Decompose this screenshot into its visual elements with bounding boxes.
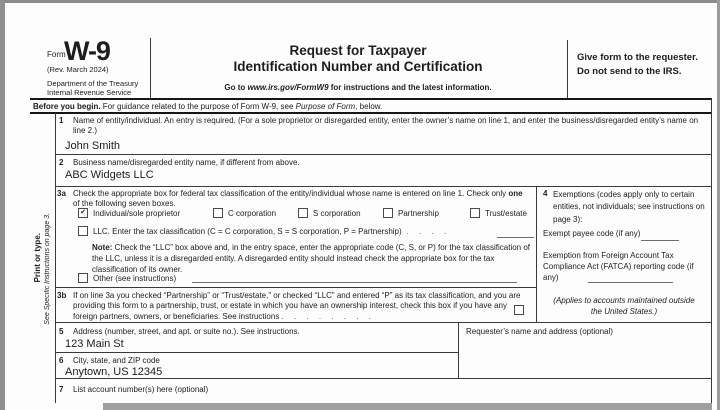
checkbox-trust-estate[interactable] xyxy=(470,208,527,218)
line6-label: City, state, and ZIP code xyxy=(73,356,160,365)
other-label: Other (see instructions) xyxy=(93,273,177,283)
checkbox-foreign-partners[interactable] xyxy=(514,305,524,315)
checkbox-trust-estate-box[interactable] xyxy=(470,208,480,218)
form-agency: Internal Revenue Service xyxy=(47,88,132,97)
line5-label: Address (number, street, and apt. or suite no.). See instructions. xyxy=(73,327,300,336)
line3b-text: If on line 3a you checked “Partnership” or “Trust/estate,” or checked “LLC” and entered “P” as its tax classification, and you are providing this form to a partnership, trust, or estate in which you have an ownership interest, check this box if you have any foreign partners, owners, or beneficiaries. See instructions xyxy=(73,291,521,321)
row-border-2 xyxy=(55,186,711,187)
goto-suffix: for instructions and the latest information. xyxy=(328,83,492,92)
checkbox-s-corp-box[interactable] xyxy=(298,208,308,218)
form-revision: (Rev. March 2024) xyxy=(47,65,109,74)
frame-top-edge xyxy=(0,0,720,3)
line1-label: Name of entity/individual. An entry is required. (For a sole proprietor or disregarded entity, enter the owner’s name on line 1, and enter the business/disregarded entity’s name on line 2.) xyxy=(73,116,699,135)
line2-number: 2 xyxy=(59,158,64,167)
checkbox-other-box[interactable] xyxy=(78,273,88,283)
line5-number: 5 xyxy=(59,327,64,336)
goto-url: www.irs.gov/FormW9 xyxy=(247,83,329,92)
llc-note-text: Check the “LLC” box above and, in the entry space, enter the appropriate code (C, S, or P) for the tax classification of the LLC, unless it is a disregarded entity. A disregarded entity should instead check the appropriate box for the tax classification of its owner. xyxy=(92,243,531,275)
requester-box-divider xyxy=(458,322,459,378)
before-you-begin-bold: Before you begin. xyxy=(33,102,101,111)
llc-classification-entry-blank[interactable] xyxy=(497,237,534,238)
line3b-label xyxy=(73,291,521,322)
exempt-payee-code-blank[interactable] xyxy=(641,240,679,241)
line6-city-state-zip-value[interactable]: Anytown, US 12345 xyxy=(65,366,163,378)
applies-outside-us-note: (Applies to accounts maintained outside the United States.) xyxy=(553,296,695,316)
before-begin-bottom-rule xyxy=(30,112,712,114)
checkbox-llc-row[interactable] xyxy=(78,226,450,236)
field4-number: 4 xyxy=(543,189,548,198)
form-number: W-9 xyxy=(64,36,110,66)
form-department: Department of the Treasury xyxy=(47,79,139,88)
exempt-payee-label: Exempt payee code (if any) xyxy=(543,229,641,238)
row-border-1 xyxy=(55,154,711,155)
line3a-label xyxy=(73,189,529,208)
give-to-requester-box: Give form to the requester. Do not send to the IRS. xyxy=(577,52,698,77)
requester-name-address-label: Requester’s name and address (optional) xyxy=(466,327,613,336)
checkbox-s-corporation[interactable] xyxy=(298,208,361,218)
checkbox-s-corp-label: S corporation xyxy=(313,208,361,218)
line5-address-value[interactable]: 123 Main St xyxy=(65,338,124,350)
form-title-line1: Request for Taxpayer xyxy=(289,43,427,58)
line2-label: Business name/disregarded entity name, if different from above. xyxy=(73,158,300,167)
checkbox-individual-box[interactable]: ✔ xyxy=(78,208,88,218)
line1-name-value[interactable]: John Smith xyxy=(65,140,121,152)
other-entry-blank[interactable] xyxy=(192,282,517,283)
row-border-3a xyxy=(55,287,536,288)
line3a-label-bold: one xyxy=(508,189,523,198)
checkbox-partnership[interactable] xyxy=(383,208,439,218)
row-border-6 xyxy=(55,378,711,379)
line6-number: 6 xyxy=(59,356,64,365)
line3a-number: 3a xyxy=(57,189,66,198)
exemptions-column-divider xyxy=(536,186,537,322)
form-left-border xyxy=(55,113,56,403)
before-you-begin-line xyxy=(33,102,382,112)
form-word-label: Form xyxy=(47,50,66,59)
checkbox-other-row[interactable] xyxy=(78,273,176,283)
checkbox-individual-label: Individual/sole proprietor xyxy=(93,208,181,218)
line7-number: 7 xyxy=(59,385,64,394)
before-you-begin-text1: For guidance related to the purpose of Form W-9, see xyxy=(100,102,296,111)
header-divider-right xyxy=(567,40,568,99)
form-title-block xyxy=(150,43,566,92)
checkbox-c-corp-label: C corporation xyxy=(228,208,277,218)
line3a-label-pre: Check the appropriate box for federal tax classification of the entity/individual whose name is entered on line 1. Check only xyxy=(73,189,509,198)
line1-number: 1 xyxy=(59,116,64,125)
form-right-border xyxy=(711,99,712,403)
line7-label: List account number(s) here (optional) xyxy=(73,385,209,394)
line3b-number: 3b xyxy=(57,291,67,300)
checkbox-llc-box[interactable] xyxy=(78,226,88,236)
checkbox-partnership-box[interactable] xyxy=(383,208,393,218)
row-border-3b xyxy=(55,322,711,323)
checkbox-trust-estate-label: Trust/estate xyxy=(485,208,527,218)
header-bottom-rule xyxy=(30,98,712,100)
goto-prefix: Go to xyxy=(224,83,248,92)
llc-note xyxy=(92,242,534,276)
llc-dot-leader: . . . . xyxy=(406,226,451,236)
form-title-line2: Identification Number and Certification xyxy=(233,59,483,74)
checkbox-partnership-label: Partnership xyxy=(398,208,439,218)
part1-section-bar xyxy=(103,403,712,410)
llc-note-bold: Note: xyxy=(92,243,113,252)
checkbox-c-corp-box[interactable] xyxy=(213,208,223,218)
frame-left-edge xyxy=(0,0,5,410)
sidebar-see-instructions-label: See Specific Instructions on page 3. xyxy=(44,213,51,325)
before-you-begin-text2: , below. xyxy=(355,102,383,111)
line3b-dot-leader: . . . . . . . . xyxy=(281,311,375,321)
field4-label: Exemptions (codes apply only to certain entities, not individuals; see instructions on page 3): xyxy=(553,190,705,224)
line2-business-value[interactable]: ABC Widgets LLC xyxy=(65,169,154,181)
form-goto-line xyxy=(150,83,566,92)
row-border-5 xyxy=(55,352,458,353)
checkbox-c-corporation[interactable] xyxy=(213,208,276,218)
line3a-label-post: of the following seven boxes. xyxy=(73,198,176,208)
fatca-code-blank[interactable] xyxy=(588,282,673,283)
before-you-begin-italic: Purpose of Form xyxy=(295,102,356,111)
checkbox-individual-sole-proprietor[interactable] xyxy=(78,208,180,218)
sidebar-print-or-type-label: Print or type. xyxy=(33,233,42,283)
fatca-label: Exemption from Foreign Account Tax Compliance Act (FATCA) reporting code (if any) xyxy=(543,251,694,282)
llc-label: LLC. Enter the tax classification (C = C corporation, S = S corporation, P = Partnership) xyxy=(93,226,402,236)
